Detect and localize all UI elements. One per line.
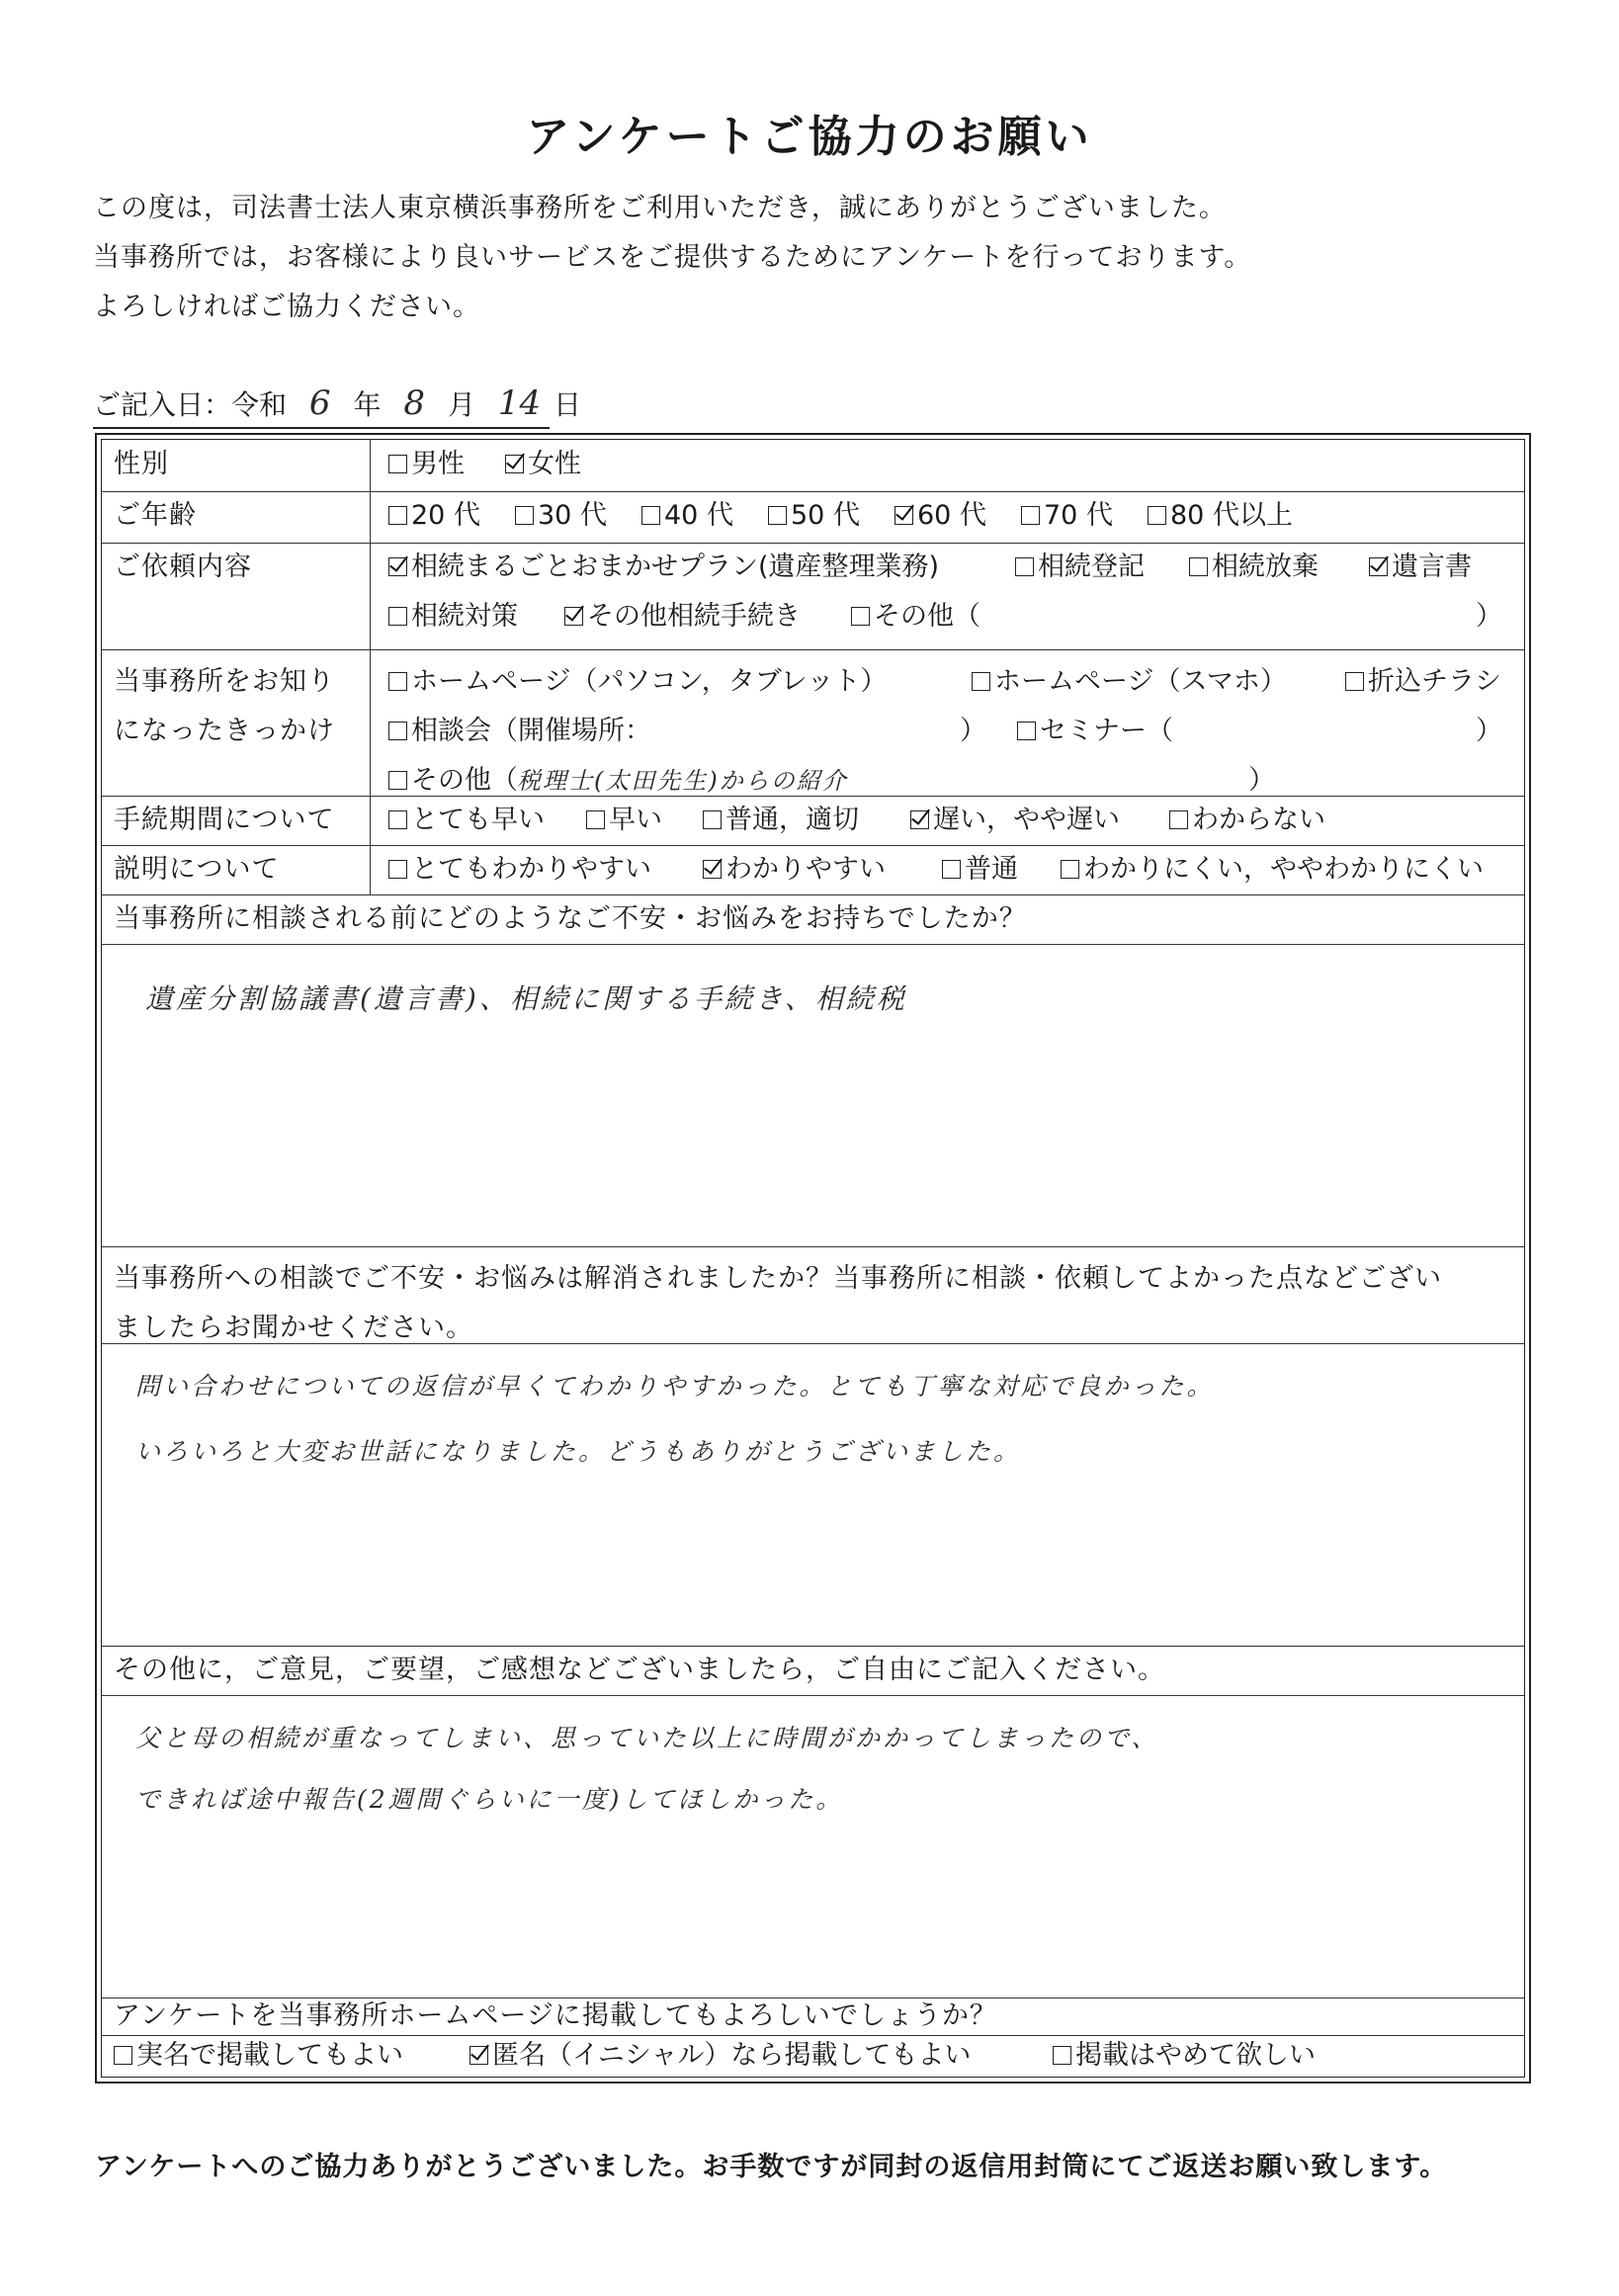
gender-option-male[interactable]: 男性 [388, 440, 465, 489]
checkbox[interactable] [586, 810, 605, 829]
source-option-homepage-phone[interactable]: ホームページ（スマホ） [972, 657, 1287, 707]
row-q1-question [102, 894, 1524, 945]
checkbox[interactable] [1148, 506, 1166, 525]
row-q1-answer[interactable] [102, 944, 1524, 1247]
source-option-seminar[interactable]: セミナー（ [1017, 707, 1173, 756]
checkbox[interactable] [1169, 810, 1188, 829]
age-option-70s[interactable]: 70 代 [1021, 491, 1113, 541]
checkbox[interactable] [388, 506, 407, 525]
period-option-fast[interactable]: 早い [586, 796, 662, 845]
row-explanation [102, 845, 1524, 895]
source-label-line-2: になったきっかけ [114, 716, 335, 746]
publish-option-decline[interactable]: 掲載はやめて欲しい [1053, 2031, 1316, 2081]
checkbox[interactable] [1345, 672, 1364, 691]
footer-thanks: アンケートへのご協力ありがとうございました。お手数ですが同封の返信用封筒にてご返送お願い致します。 [95, 2152, 1448, 2182]
date-day-value: 14 [497, 383, 542, 423]
checkbox[interactable] [388, 810, 407, 829]
explanation-option-clear[interactable]: わかりやすい [703, 845, 886, 894]
period-option-unknown[interactable]: わからない [1169, 796, 1325, 845]
explanation-option-unclear[interactable]: わかりにくい，ややわかりにくい [1061, 845, 1484, 894]
explanation-option-normal[interactable]: 普通 [942, 845, 1018, 894]
checkbox[interactable] [388, 455, 407, 473]
row-q2-question [102, 1246, 1524, 1344]
q2-answer-line-1: 問い合わせについての返信が早くてわかりやすかった。とても丁寧な対応で良かった。 [135, 1372, 1215, 1401]
source-option-homepage-pc[interactable]: ホームページ（パソコン，タブレット） [388, 657, 887, 707]
date-prefix: ご記入日：令和 [93, 388, 288, 421]
request-option-full-plan[interactable]: 相続まるごとおまかせプラン(遺産整理業務) [388, 543, 939, 592]
checkbox[interactable] [388, 672, 407, 691]
gender-option-female[interactable]: 女性 [505, 440, 581, 489]
row-q3-answer[interactable] [102, 1695, 1524, 1998]
source-option-consultation-event[interactable]: 相談会（開催場所： [388, 707, 651, 756]
q2-question-line-1: 当事務所への相談でご不安・お悩みは解消されましたか？当事務所に相談・依頼してよかった点などござい [114, 1263, 1442, 1294]
row-gender [102, 440, 1524, 492]
checkbox[interactable] [505, 455, 524, 473]
intro-line-2: 当事務所では，お客様により良いサービスをご提供するためにアンケートを行っております。 [93, 242, 1252, 273]
age-option-20s[interactable]: 20 代 [388, 491, 480, 541]
checkbox[interactable] [114, 2046, 132, 2065]
date-year-value: 6 [308, 383, 331, 423]
intro-text [93, 184, 1251, 332]
age-option-80s-plus[interactable]: 80 代以上 [1148, 491, 1293, 541]
checkbox[interactable] [972, 672, 990, 691]
intro-line-1: この度は，司法書士法人東京横浜事務所をご利用いただき，誠にありがとうございました。 [93, 193, 1227, 223]
source-label [102, 649, 371, 796]
checkbox[interactable] [1061, 860, 1079, 879]
checkbox[interactable] [388, 771, 407, 790]
row-q3-question [102, 1646, 1524, 1696]
publish-option-anonymous[interactable]: 匿名（イニシャル）なら掲載してもよい [469, 2031, 971, 2081]
request-option-other-procedures[interactable]: その他相続手続き [564, 592, 801, 641]
source-consultation-close-paren: ） [960, 716, 986, 746]
checkbox[interactable] [1021, 506, 1040, 525]
checkbox[interactable] [910, 810, 929, 829]
row-age [102, 491, 1524, 544]
publish-options [114, 2031, 1516, 2081]
q2-question [114, 1254, 1512, 1353]
checkbox[interactable] [515, 506, 534, 525]
checkbox[interactable] [1369, 557, 1388, 576]
source-seminar-close-paren: ） [1476, 716, 1502, 746]
checkbox[interactable] [942, 860, 961, 879]
checkbox[interactable] [388, 722, 407, 740]
period-option-normal[interactable]: 普通，適切 [703, 796, 859, 845]
period-option-very-fast[interactable]: とても早い [388, 796, 545, 845]
q2-question-line-2: ましたらお聞かせください。 [114, 1313, 473, 1343]
source-option-other[interactable]: その他（ [388, 756, 518, 806]
checkbox[interactable] [1015, 557, 1034, 576]
checkbox[interactable] [1017, 722, 1036, 740]
q1-answer: 遺産分割協議書(遺言書)、相続に関する手続き、相続税 [145, 982, 907, 1015]
request-label: ご依頼内容 [102, 543, 371, 649]
request-option-planning[interactable]: 相続対策 [388, 592, 518, 641]
age-label: ご年齢 [102, 491, 371, 543]
request-option-will[interactable]: 遺言書 [1369, 543, 1472, 592]
row-request [102, 543, 1524, 650]
period-options [388, 796, 1516, 845]
gender-label: 性別 [102, 440, 371, 491]
period-option-slow[interactable]: 遅い，やや遅い [910, 796, 1120, 845]
gender-options [388, 440, 1516, 489]
source-other-close-paren: ） [1248, 765, 1275, 796]
row-source [102, 649, 1524, 797]
age-option-50s[interactable]: 50 代 [768, 491, 860, 541]
entry-date[interactable] [93, 383, 582, 429]
date-day-unit: 日 [554, 388, 582, 421]
period-label: 手続期間について [102, 796, 371, 845]
checkbox[interactable] [388, 557, 407, 576]
checkbox[interactable] [388, 860, 407, 879]
checkbox[interactable] [1053, 2046, 1071, 2065]
checkbox[interactable] [703, 810, 722, 829]
checkbox[interactable] [768, 506, 787, 525]
age-option-40s[interactable]: 40 代 [641, 491, 733, 541]
request-option-registration[interactable]: 相続登記 [1015, 543, 1145, 592]
q3-answer-line-1: 父と母の相続が重なってしまい、思っていた以上に時間がかかってしまったので、 [135, 1724, 1159, 1752]
q3-question: その他に，ご意見，ご要望，ご感想などございましたら，ご自由にご記入ください。 [114, 1655, 1165, 1685]
age-option-30s[interactable]: 30 代 [515, 491, 607, 541]
explanation-label: 説明について [102, 845, 371, 894]
q1-question: 当事務所に相談される前にどのようなご不安・お悩みをお持ちでしたか？ [114, 903, 1027, 934]
checkbox[interactable] [641, 506, 660, 525]
page-title: アンケートご協力のお願い [526, 112, 1093, 162]
checkbox[interactable] [564, 607, 583, 626]
checkbox[interactable] [895, 506, 913, 525]
age-options [388, 491, 1516, 541]
date-year-unit: 年 [353, 388, 382, 421]
checkbox[interactable] [469, 2046, 488, 2065]
q2-answer-line-2: いろいろと大変お世話になりました。どうもありがとうございました。 [135, 1437, 1022, 1466]
age-option-60s[interactable]: 60 代 [895, 491, 986, 541]
row-period [102, 796, 1524, 846]
checkbox[interactable] [851, 607, 870, 626]
request-option-other[interactable]: その他（ [851, 592, 980, 641]
source-option-flyer[interactable]: 折込チラシ [1345, 657, 1501, 707]
q3-answer-line-2: できれば途中報告(2週間ぐらいに一度)してほしかった。 [135, 1785, 844, 1814]
checkbox[interactable] [703, 860, 722, 879]
source-options [388, 657, 1516, 806]
request-options [388, 543, 1516, 641]
request-other-close-paren: ） [1476, 601, 1502, 632]
request-option-renunciation[interactable]: 相続放棄 [1189, 543, 1319, 592]
row-publish-options [102, 2035, 1524, 2081]
date-month-value: 8 [403, 383, 426, 423]
source-other-handwritten: 税理士(太田先生)からの紹介 [517, 767, 848, 795]
publish-option-real-name[interactable]: 実名で掲載してもよい [114, 2031, 403, 2081]
survey-form-inner [101, 439, 1525, 2078]
checkbox[interactable] [388, 607, 407, 626]
date-month-unit: 月 [447, 388, 475, 421]
intro-line-3: よろしければご協力ください。 [93, 292, 480, 322]
publish-question: アンケートを当事務所ホームページに掲載してもよろしいでしょうか？ [114, 2000, 997, 2031]
survey-form [95, 433, 1531, 2083]
row-q2-answer[interactable] [102, 1343, 1524, 1647]
source-label-line-1: 当事務所をお知り [114, 666, 335, 697]
checkbox[interactable] [1189, 557, 1208, 576]
explanation-options [388, 845, 1516, 894]
explanation-option-very-clear[interactable]: とてもわかりやすい [388, 845, 651, 894]
